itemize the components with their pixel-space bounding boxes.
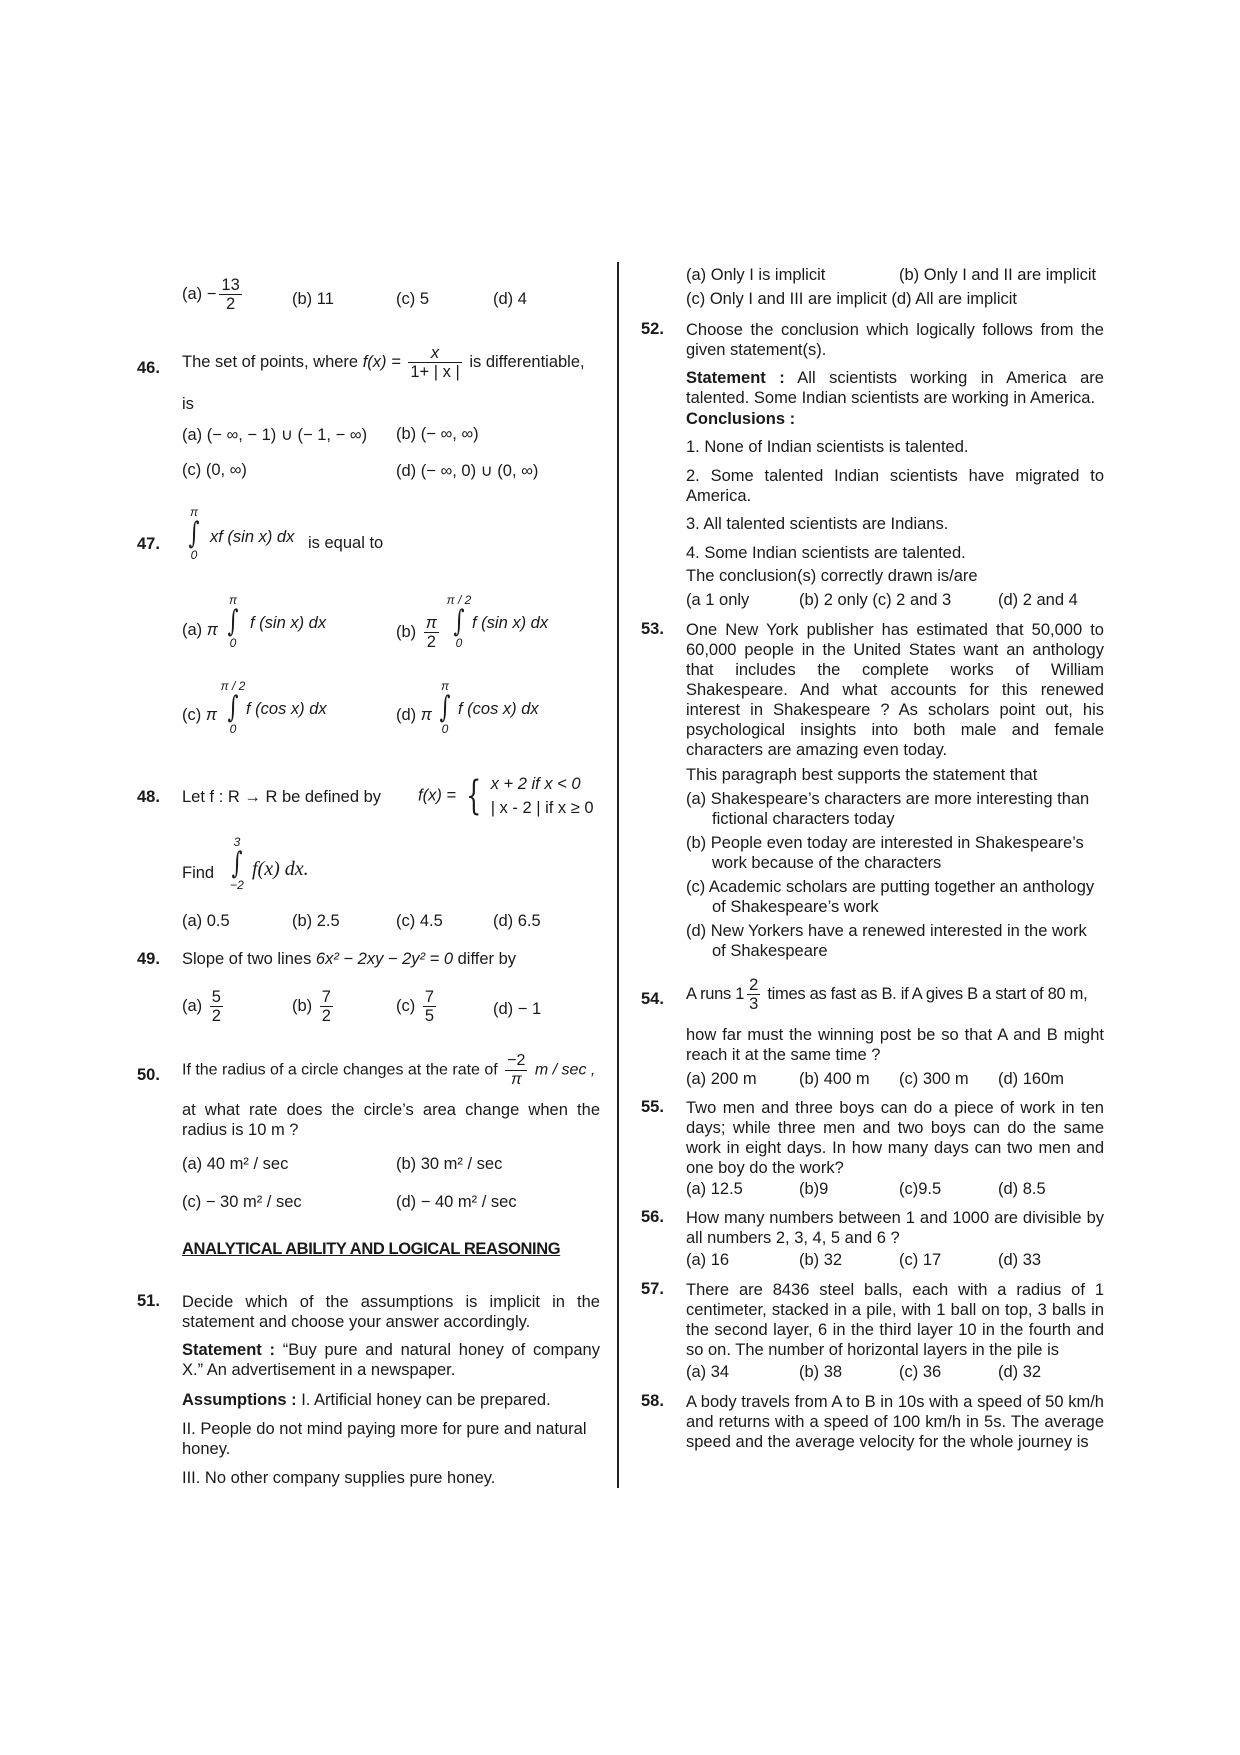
q48-option-a: (a) 0.5 xyxy=(182,912,230,930)
q52-statement: Statement : All scientists working in America are talented. Some Indian scientists are working in America. xyxy=(686,369,1104,407)
q54-option-b: (b) 400 m xyxy=(799,1070,870,1088)
q52-conclusion-4: 4. Some Indian scientists are talented. xyxy=(686,544,966,562)
q56-option-c: (c) 17 xyxy=(899,1251,942,1269)
q57-number: 57. xyxy=(641,1280,664,1298)
q50-stem-cont: at what rate does the circle’s area change when the radius is 10 m ? xyxy=(182,1101,600,1139)
q53-number: 53. xyxy=(641,620,664,638)
q45-option-b: (b) 11 xyxy=(292,290,334,308)
q47-option-b-integral: π / 2 ∫ 0 xyxy=(446,593,472,650)
q51-option-c-d: (c) Only I and III are implicit (d) All are implicit xyxy=(686,290,1017,308)
q54-number: 54. xyxy=(641,990,664,1008)
q52-option-b-c: (b) 2 only (c) 2 and 3 xyxy=(799,591,952,609)
q46-option-a: (a) (− ∞, − 1) ∪ (− 1, − ∞) xyxy=(182,426,368,444)
q54-option-a: (a) 200 m xyxy=(686,1070,757,1088)
q57-option-c: (c) 36 xyxy=(899,1363,942,1381)
q47-option-b-expr: f (sin x) dx xyxy=(472,614,549,632)
q47-option-b-label: (b) $\frac{\pi}{2}$ xyxy=(396,614,437,651)
q53-option-c: (c) Academic scholars are putting together an anthology of Shakespeare’s work xyxy=(686,878,1095,916)
q52-conclusion-3: 3. All talented scientists are Indians. xyxy=(686,515,949,533)
q48-integral-sign: 3 ∫ −2 xyxy=(230,835,244,892)
q57-option-b: (b) 38 xyxy=(799,1363,843,1381)
q50-stem: If the radius of a circle changes at the rate of $\frac{-2}{\pi}$ m / sec , xyxy=(182,1052,596,1088)
q53-option-d: (d) New Yorkers have a renewed interested in the work of Shakespeare xyxy=(686,922,1087,960)
q50-option-b: (b) 30 m² / sec xyxy=(396,1155,503,1173)
q48-stem: Let f : R → R be defined by xyxy=(182,788,382,806)
q51-statement: Statement : “Buy pure and natural honey of company X.” An advertisement in a newspaper. xyxy=(182,1341,600,1379)
q57-option-d: (d) 32 xyxy=(998,1363,1042,1381)
section-heading: ANALYTICAL ABILITY AND LOGICAL REASONING xyxy=(182,1240,561,1258)
q47-option-d-label: (d) π xyxy=(396,706,432,724)
q51-number: 51. xyxy=(137,1292,160,1310)
q55-option-a: (a) 12.5 xyxy=(686,1180,743,1198)
q46-stem: The set of points, where f(x) = $\frac{x}{1+ | x |}$ is differentiable, xyxy=(182,344,585,381)
q56-option-a: (a) 16 xyxy=(686,1251,730,1269)
q48-option-d: (d) 6.5 xyxy=(493,912,541,930)
q55-number: 55. xyxy=(641,1098,664,1116)
q52-conclusion-1: 1. None of Indian scientists is talented. xyxy=(686,438,969,456)
q56-option-d: (d) 33 xyxy=(998,1251,1042,1269)
q47-option-c-expr: f (cos x) dx xyxy=(246,700,327,718)
q51-assumption-1: Assumptions : I. Artificial honey can be prepared. xyxy=(182,1391,551,1409)
q47-integrand: xf (sin x) dx xyxy=(210,528,295,546)
column-divider xyxy=(617,262,619,1488)
q48-option-b: (b) 2.5 xyxy=(292,912,340,930)
q48-piecewise: f(x) = { x + 2 if x < 0 | x - 2 | if x ≥ 0 xyxy=(418,773,594,819)
q47-number: 47. xyxy=(137,535,160,553)
q52-stem: Choose the conclusion which logically follows from the given statement(s). xyxy=(686,321,1104,359)
q54-option-d: (d) 160m xyxy=(998,1070,1065,1088)
q49-option-d: (d) − 1 xyxy=(493,1000,542,1018)
q58-number: 58. xyxy=(641,1392,664,1410)
q45-option-a: (a) − $\frac{13}{2}$ xyxy=(182,276,240,313)
q50-option-a: (a) 40 m² / sec xyxy=(182,1155,289,1173)
q49-option-b: (b) $\frac{7}{2}$ xyxy=(292,988,331,1025)
q52-option-d: (d) 2 and 4 xyxy=(998,591,1078,609)
q49-stem: Slope of two lines 6x² − 2xy − 2y² = 0 differ by xyxy=(182,950,517,968)
q52-conclusions-label: Conclusions : xyxy=(686,410,796,428)
q54-stem-cont: how far must the winning post be so that A and B might reach it at the same time ? xyxy=(686,1026,1104,1064)
q54-option-c: (c) 300 m xyxy=(899,1070,969,1088)
q52-conclusion-2: 2. Some talented Indian scientists have migrated to America. xyxy=(686,467,1104,505)
q51-assumption-2: II. People do not mind paying more for pure and natural honey. xyxy=(182,1420,587,1458)
q56-option-b: (b) 32 xyxy=(799,1251,843,1269)
q55-stem: Two men and three boys can do a piece of work in ten days; while three men and two boys can do the same work in eight days. In how many days can two men and one boy do the work? xyxy=(686,1099,1104,1177)
q45-option-c: (c) 5 xyxy=(396,290,429,308)
q47-option-a-integral: π ∫ 0 xyxy=(227,593,239,650)
q50-option-c: (c) − 30 m² / sec xyxy=(182,1193,302,1211)
q55-option-b: (b)9 xyxy=(799,1180,829,1198)
q52-number: 52. xyxy=(641,320,664,338)
q47-option-d-expr: f (cos x) dx xyxy=(458,700,539,718)
q56-stem: How many numbers between 1 and 1000 are divisible by all numbers 2, 3, 4, 5 and 6 ? xyxy=(686,1209,1104,1247)
q47-stem: is equal to xyxy=(308,534,384,552)
q51-assumption-3: III. No other company supplies pure honey. xyxy=(182,1469,496,1487)
q57-stem: There are 8436 steel balls, each with a radius of 1 centimeter, stacked in a pile, with 1 ball on top, 3 balls in the second layer, 6 in the third layer 10 in the fourth and so on. The number of horizontal layers in the pile is xyxy=(686,1281,1104,1359)
q48-find-label: Find xyxy=(182,864,215,882)
q51-stem: Decide which of the assumptions is implicit in the statement and choose your answer accordingly. xyxy=(182,1293,600,1331)
q47-option-d-integral: π ∫ 0 xyxy=(439,679,451,736)
q47-option-c-integral: π / 2 ∫ 0 xyxy=(220,679,246,736)
q49-option-c: (c) $\frac{7}{5}$ xyxy=(396,988,435,1025)
q53-option-a: (a) Shakespeare’s characters are more interesting than fictional characters today xyxy=(686,790,1090,828)
q46-option-b: (b) (− ∞, ∞) xyxy=(396,425,479,443)
q48-option-c: (c) 4.5 xyxy=(396,912,443,930)
q52-option-a: (a 1 only xyxy=(686,591,750,609)
q58-stem: A body travels from A to B in 10s with a speed of 50 km/h and returns with a speed of 100 km/h in 5s. The average speed and the average velocity for the whole journey is xyxy=(686,1393,1104,1451)
q47-option-c-label: (c) π xyxy=(182,706,217,724)
q55-option-c: (c)9.5 xyxy=(899,1180,942,1198)
q52-question: The conclusion(s) correctly drawn is/are xyxy=(686,567,978,585)
q55-option-d: (d) 8.5 xyxy=(998,1180,1046,1198)
q45-option-d: (d) 4 xyxy=(493,290,527,308)
q46-number: 46. xyxy=(137,359,160,377)
q51-option-b: (b) Only I and II are implicit xyxy=(899,266,1097,284)
q46-option-d: (d) (− ∞, 0) ∪ (0, ∞) xyxy=(396,462,539,480)
q51-option-a: (a) Only I is implicit xyxy=(686,266,826,284)
q56-number: 56. xyxy=(641,1208,664,1226)
q48-number: 48. xyxy=(137,788,160,806)
q54-stem: A runs 1 $\frac{2}{3}$ times as fast as B. if A gives B a start of 80 m, xyxy=(686,976,1088,1013)
q53-passage: One New York publisher has estimated that 50,000 to 60,000 people in the United States want an anthology that includes the complete works of William Shakespeare. And what accounts for this renewed interest in Shakespeare ? As scholars point out, his psychological insights into both male and female characters are amazing even today. xyxy=(686,621,1104,759)
q57-option-a: (a) 34 xyxy=(686,1363,730,1381)
q46-option-c: (c) (0, ∞) xyxy=(182,461,247,479)
q49-option-a: (a) $\frac{5}{2}$ xyxy=(182,988,221,1025)
q48-integrand: f(x) dx. xyxy=(252,858,309,880)
q50-number: 50. xyxy=(137,1066,160,1084)
q47-option-a-label: (a) π xyxy=(182,621,218,639)
q47-option-a-expr: f (sin x) dx xyxy=(250,614,327,632)
q53-question: This paragraph best supports the statement that xyxy=(686,766,1038,784)
q50-option-d: (d) − 40 m² / sec xyxy=(396,1193,517,1211)
q49-number: 49. xyxy=(137,950,160,968)
q53-option-b: (b) People even today are interested in Shakespeare’s work because of the characters xyxy=(686,834,1084,872)
q47-integral-sign: π ∫ 0 xyxy=(188,505,200,562)
q46-stem-cont: is xyxy=(182,395,194,413)
